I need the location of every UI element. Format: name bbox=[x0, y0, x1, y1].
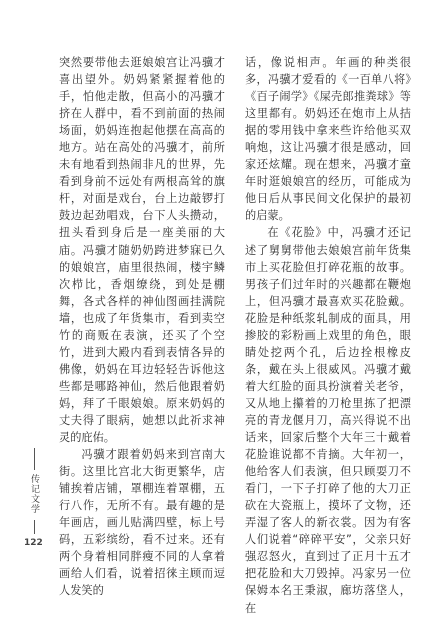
journal-name: 传记文学 bbox=[29, 474, 39, 514]
paragraph: 在《花脸》中，冯骥才还记述了舅舅带他去娘娘宫前年货集市上买花脸但打碎花瓶的故事。男孩子们过年时的兴趣都在鞭炮上，但冯骥才最喜欢买花脸戴。花脸是种纸浆轧制成的面具，用掺胶的彩粉画上戏里的角色，眼睛处挖两个孔，后边拴根橡皮条，戴在头上很威风。冯骥才戴着大红脸的面具扮演着关老爷，又从地上攥着的刀枪里拣了把漂亮的青龙偃月刀，高兴得说不出话来，回家后整个大年三十戴着花脸谁说都不肯摘。大年初一，他给客人们表演，但只顾耍刀不看门，一下子打碎了他的大刀正砍在大瓷瓶上，摸坏了文物，还弄湿了客人的新衣裳。因为有客人们说着“碎碎平安”，父亲只好强忍怒火，直到过了正月十五才把花脸和大刀毁掉。冯家另一位保姆本名王秉淑，廊坊落垡人，在 bbox=[245, 226, 411, 615]
paragraph: 突然要带他去逛娘娘宫让冯骥才喜出望外。奶妈紧紧握着他的手，怕他走散，但高小的冯骥才挤在人群中，看不到前面的热闹场面，奶妈连抱起他摆在高高的地方。站在高处的冯骥才，前所未有地看到热闹非凡的世界，先看到身前不远处有两根高耸的旗杆，对面是戏台，台上边敲锣打鼓边起劲唱戏，台下人头攒动，扭头看到身后是一座美丽的大庙。冯骥才随奶奶跨进梦寐已久的娘娘宫，庙里很热闹，楼宇鳞次栉比，香烟缭绕，到处是棚舞，各式各样的神仙图画挂满院墙，也成了年货集市，看到卖空竹的商贩在表演，还买了个空竹，进到大殿内看到表情各异的佛像，奶妈在耳边轻轻告诉他这些都是哪路神仙，然后他跟着奶妈，拜了千眼娘娘。原来奶妈的丈夫得了眼病，她想以此祈求神灵的庇佑。 bbox=[59, 56, 225, 445]
left-text-column bbox=[59, 54, 225, 600]
divider bbox=[34, 520, 35, 534]
divider bbox=[34, 448, 35, 470]
page-number: 122 bbox=[24, 538, 43, 548]
paragraph: 话，像说相声。年画的种类很多，冯骥才爱看的《一百单八将》《百子闹学》《屎壳郎推粪球》等这里都有。奶妈还在炮市上从拮据的零用钱中拿来些许给他买双响炮，这让冯骥才很是感动，回家还炫耀。现在想来，冯骥才童年时逛娘娘宫的经历，可能成为他日后从事民间文化保护的最初的启蒙。 bbox=[245, 56, 411, 223]
paragraph: 冯骥才跟着奶妈来到宫南大街。这里比宫北大街更繁华，店铺挨着店铺，罩棚连着罩棚，五行八作，无所不有。最有趣的是年画店，画儿贴满四壁，标上号码，五彩缤纷，看不过来。还有两个身着相同胖瘦不同的人拿着画给人们看，说着招徕主顾而逗人发笑的 bbox=[59, 448, 225, 598]
right-text-column bbox=[245, 54, 411, 617]
